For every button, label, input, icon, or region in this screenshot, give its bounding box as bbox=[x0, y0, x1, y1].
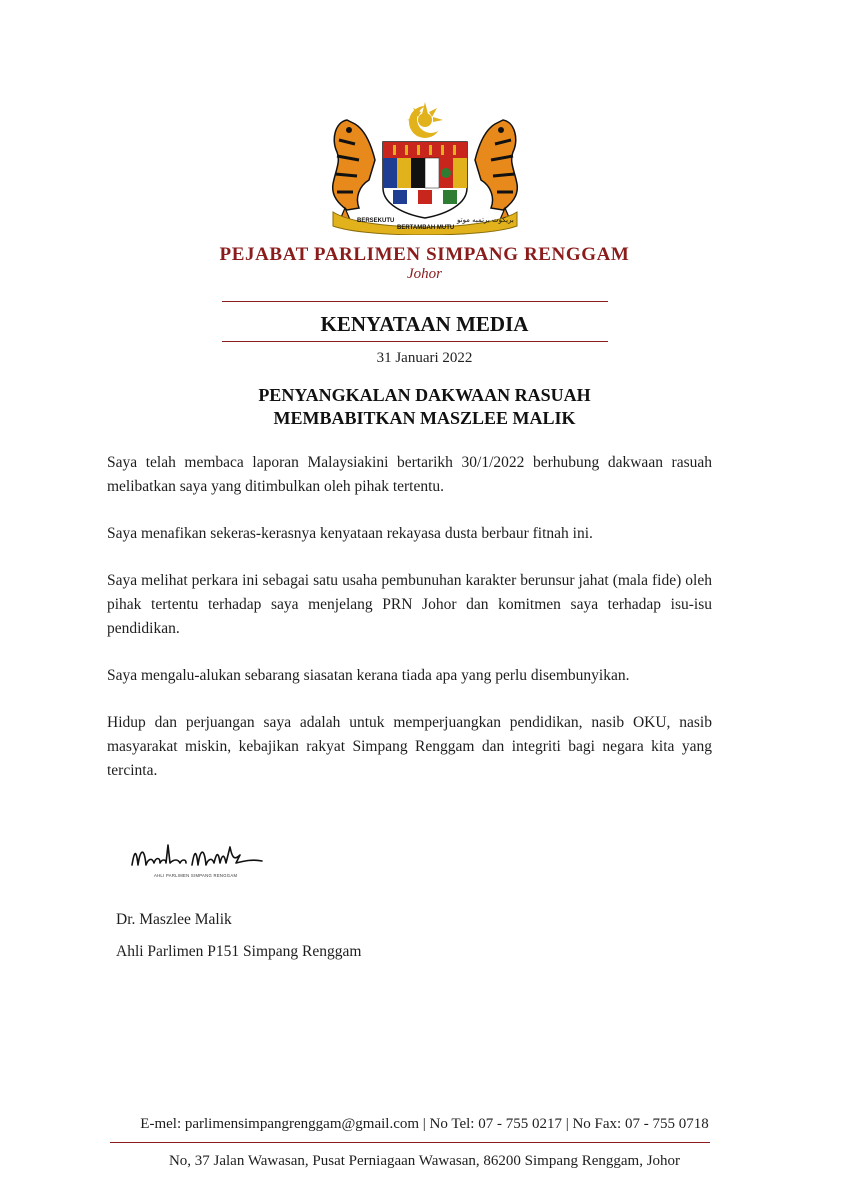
crescent-star-icon bbox=[407, 102, 445, 138]
paragraph: Hidup dan perjuangan saya adalah untuk memperjuangkan pendidikan, nasib OKU, nasib masyarakat miskin, kebajikan rakyat Simpang Renggam dan integriti bagi negara kita yang tercinta. bbox=[107, 714, 712, 779]
footer-rule bbox=[110, 1142, 710, 1143]
office-name: PEJABAT PARLIMEN SIMPANG RENGGAM bbox=[219, 244, 630, 265]
paragraph: Saya mengalu-alukan sebarang siasatan kerana tiada apa yang perlu disembunyikan. bbox=[107, 667, 630, 684]
office-state: Johor bbox=[407, 266, 442, 282]
motto-jawi: بريکوت برتمبه موتو bbox=[457, 216, 514, 224]
document-type: KENYATAAN MEDIA bbox=[320, 312, 529, 336]
right-tiger-icon bbox=[475, 120, 517, 222]
paragraph: Saya telah membaca laporan Malaysiakini bertarikh 30/1/2022 berhubung dakwaan rasuah melibatkan saya yang ditimbulkan oleh pihak tertentu. bbox=[107, 454, 712, 495]
footer-contact: E-mel: parlimensimpangrenggam@gmail.com | No Tel: 07 - 755 0217 | No Fax: 07 - 755 0718 bbox=[140, 1116, 709, 1132]
headline-line-1: PENYANGKALAN DAKWAAN RASUAH bbox=[258, 385, 591, 405]
document-date: 31 Januari 2022 bbox=[376, 350, 473, 366]
headline-line-2: MEMBABITKAN MASZLEE MALIK bbox=[273, 408, 576, 428]
left-tiger-icon bbox=[333, 120, 375, 222]
motto-right: BERTAMBAH MUTU bbox=[397, 225, 455, 231]
headline bbox=[0, 384, 849, 430]
signer-name: Dr. Maszlee Malik bbox=[116, 911, 232, 928]
statement-body bbox=[107, 451, 712, 806]
header-rule-top bbox=[222, 301, 608, 302]
header-rule-bottom bbox=[222, 341, 608, 342]
signature-caption: AHLI PARLIMEN SIMPANG RENGGAM bbox=[154, 873, 238, 878]
motto-left: BERSEKUTU bbox=[357, 218, 395, 224]
footer-address: No, 37 Jalan Wawasan, Pusat Perniagaan Wawasan, 86200 Simpang Renggam, Johor bbox=[168, 1153, 681, 1169]
paragraph: Saya melihat perkara ini sebagai satu usaha pembunuhan karakter berunsur jahat (mala fide) oleh pihak tertentu terhadap saya menjelang PRN Johor dan komitmen saya terhadap isu-isu pendidikan. bbox=[107, 572, 712, 637]
handwritten-signature bbox=[128, 835, 263, 883]
signer-title: Ahli Parlimen P151 Simpang Renggam bbox=[116, 943, 362, 960]
paragraph: Saya menafikan sekeras-kerasnya kenyataan rekayasa dusta berbaur fitnah ini. bbox=[107, 525, 593, 542]
shield-icon bbox=[383, 142, 467, 218]
coat-of-arms-icon bbox=[325, 100, 525, 235]
